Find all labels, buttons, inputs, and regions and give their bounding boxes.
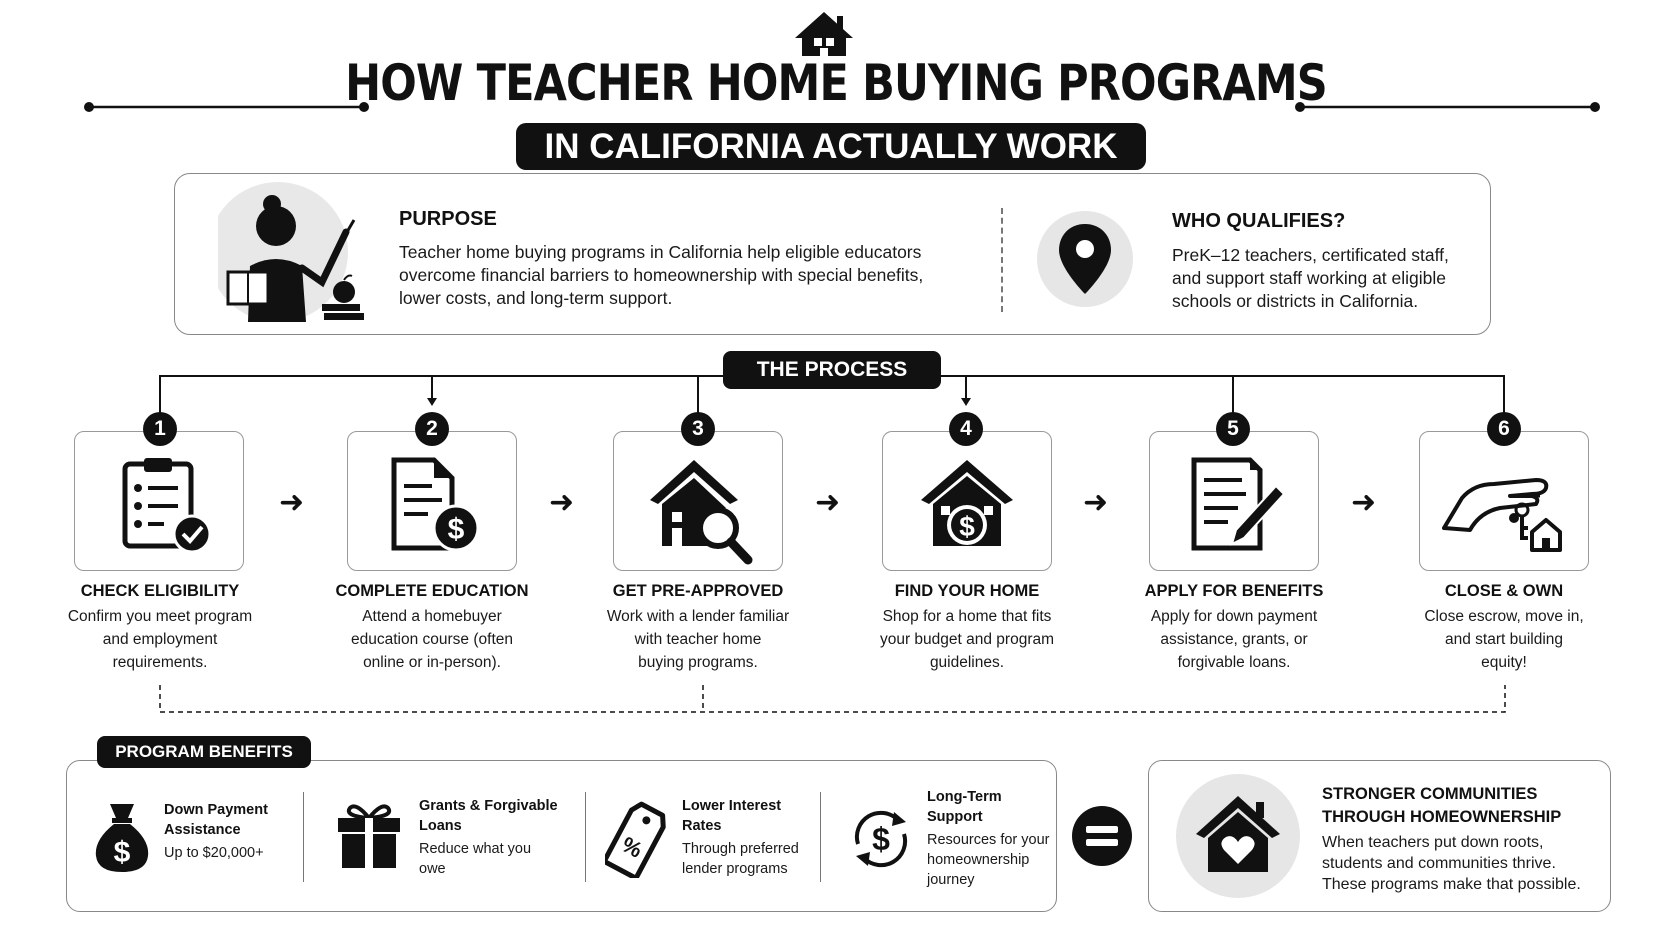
house-magnifier-icon xyxy=(648,456,756,566)
benefit-title-line: Rates xyxy=(682,818,722,834)
dollar-cycle-icon xyxy=(846,804,916,874)
benefit-description xyxy=(682,839,799,879)
benefit-title xyxy=(682,796,781,836)
arrow-right-icon: ➜ xyxy=(815,486,841,519)
benefit-desc-line: Through preferred xyxy=(682,841,799,857)
benefit-title-line: Down Payment xyxy=(164,802,268,818)
document-dollar-icon xyxy=(388,456,484,554)
step-title: APPLY FOR BENEFITS xyxy=(1144,582,1324,600)
step-line: Shop for a home that fits xyxy=(882,608,1052,625)
outcome-line: When teachers put down roots, xyxy=(1322,834,1544,851)
arrow-right-icon: ➜ xyxy=(1083,486,1109,519)
benefit-title-line: Loans xyxy=(419,818,462,834)
benefit-desc-line: Reduce what you xyxy=(419,841,532,857)
svg-text:%: % xyxy=(617,831,647,863)
step-line: requirements. xyxy=(112,654,208,671)
step-number: 1 xyxy=(143,412,177,446)
gift-icon xyxy=(336,802,402,870)
benefit-title xyxy=(164,800,268,840)
price-tag-percent-icon xyxy=(605,796,669,878)
svg-text:$: $ xyxy=(872,821,890,857)
step-line: Close escrow, move in, xyxy=(1424,608,1584,625)
outcome-text xyxy=(1322,832,1581,895)
benefit-title xyxy=(927,787,1002,827)
benefit-title xyxy=(419,796,558,836)
outcome-line: students and communities thrive. xyxy=(1322,855,1556,872)
benefit-desc-line: owe xyxy=(419,861,446,877)
step-line: buying programs. xyxy=(638,654,758,671)
step-description xyxy=(593,605,803,674)
benefit-divider xyxy=(820,792,821,882)
step-line: Confirm you meet program xyxy=(67,608,253,625)
benefit-description xyxy=(419,839,531,879)
benefit-desc-line: Resources for your xyxy=(927,832,1050,848)
purpose-line: Teacher home buying programs in California help eligible educators xyxy=(399,242,922,262)
benefit-desc-line: lender programs xyxy=(682,861,788,877)
step-line: and start building xyxy=(1444,631,1564,648)
benefit-desc-line: Up to $20,000+ xyxy=(164,845,264,861)
purpose-line: overcome financial barriers to homeownership with special benefits, xyxy=(399,265,924,285)
step-description xyxy=(862,605,1072,674)
benefits-label: PROGRAM BENEFITS xyxy=(97,736,311,768)
benefit-divider xyxy=(585,792,586,882)
benefit-title-line: Support xyxy=(927,809,983,825)
money-bag-icon xyxy=(92,800,152,874)
house-heart-icon xyxy=(1176,774,1300,898)
clipboard-check-icon xyxy=(120,456,212,554)
step-title: CHECK ELIGIBILITY xyxy=(80,582,240,600)
svg-text:$: $ xyxy=(447,513,465,546)
step-description xyxy=(55,605,265,674)
step-number: 3 xyxy=(681,412,715,446)
step-title: CLOSE & OWN xyxy=(1444,582,1564,600)
page-subtitle: IN CALIFORNIA ACTUALLY WORK xyxy=(516,123,1146,170)
step-line: guidelines. xyxy=(929,654,1005,671)
step-line: assistance, grants, or xyxy=(1160,631,1308,648)
page-title: HOW TEACHER HOME BUYING PROGRAMS xyxy=(345,54,1327,112)
benefit-description xyxy=(164,843,264,863)
step-line: online or in-person). xyxy=(363,654,501,671)
benefit-title-line: Lower Interest xyxy=(682,798,782,814)
step-number: 6 xyxy=(1487,412,1521,446)
step-description xyxy=(1399,605,1609,674)
benefit-divider xyxy=(303,792,304,882)
purpose-heading: PURPOSE xyxy=(399,208,497,230)
process-label: THE PROCESS xyxy=(723,351,941,389)
svg-text:$: $ xyxy=(959,511,975,542)
step-number: 5 xyxy=(1216,412,1250,446)
qualifies-line: schools or districts in California. xyxy=(1172,291,1419,311)
benefit-desc-line: journey xyxy=(927,872,975,888)
qualifies-heading: WHO QUALIFIES? xyxy=(1172,210,1346,232)
step-number: 2 xyxy=(415,412,449,446)
benefit-title-line: Long-Term xyxy=(927,789,1002,805)
step-line: Apply for down payment xyxy=(1150,608,1318,625)
step-title: GET PRE-APPROVED xyxy=(612,582,784,600)
step-line: Work with a lender familiar xyxy=(606,608,790,625)
benefit-title-line: Assistance xyxy=(164,822,241,838)
arrow-right-icon: ➜ xyxy=(1351,486,1377,519)
purpose-line: lower costs, and long-term support. xyxy=(399,288,673,308)
outcome-line: These programs make that possible. xyxy=(1322,876,1581,893)
step-line: equity! xyxy=(1481,654,1527,671)
svg-text:$: $ xyxy=(113,836,131,869)
outcome-title xyxy=(1322,783,1561,829)
benefit-title-line: Grants & Forgivable xyxy=(419,798,558,814)
step-line: your budget and program xyxy=(879,631,1055,648)
arrow-right-icon: ➜ xyxy=(279,486,305,519)
hand-keys-icon xyxy=(1440,458,1570,554)
step-line: Attend a homebuyer xyxy=(362,608,502,625)
step-description xyxy=(1129,605,1339,674)
step-title: COMPLETE EDUCATION xyxy=(335,582,529,600)
step-number: 4 xyxy=(949,412,983,446)
outcome-title-line: STRONGER COMMUNITIES xyxy=(1322,785,1538,803)
document-pen-icon xyxy=(1188,456,1286,554)
step-description xyxy=(327,605,537,674)
step-line: forgivable loans. xyxy=(1177,654,1291,671)
qualifies-line: and support staff working at eligible xyxy=(1172,268,1447,288)
step-title: FIND YOUR HOME xyxy=(894,582,1040,600)
step-line: education course (often xyxy=(351,631,513,648)
house-dollar-icon xyxy=(919,456,1015,552)
benefit-desc-line: homeownership xyxy=(927,852,1030,868)
step-line: and employment xyxy=(102,631,218,648)
arrow-right-icon: ➜ xyxy=(549,486,575,519)
outcome-title-line: THROUGH HOMEOWNERSHIP xyxy=(1322,808,1562,826)
equals-icon xyxy=(1072,806,1132,866)
qualifies-line: PreK–12 teachers, certificated staff, xyxy=(1172,245,1449,265)
benefit-description xyxy=(927,830,1050,890)
step-line: with teacher home xyxy=(634,631,762,648)
